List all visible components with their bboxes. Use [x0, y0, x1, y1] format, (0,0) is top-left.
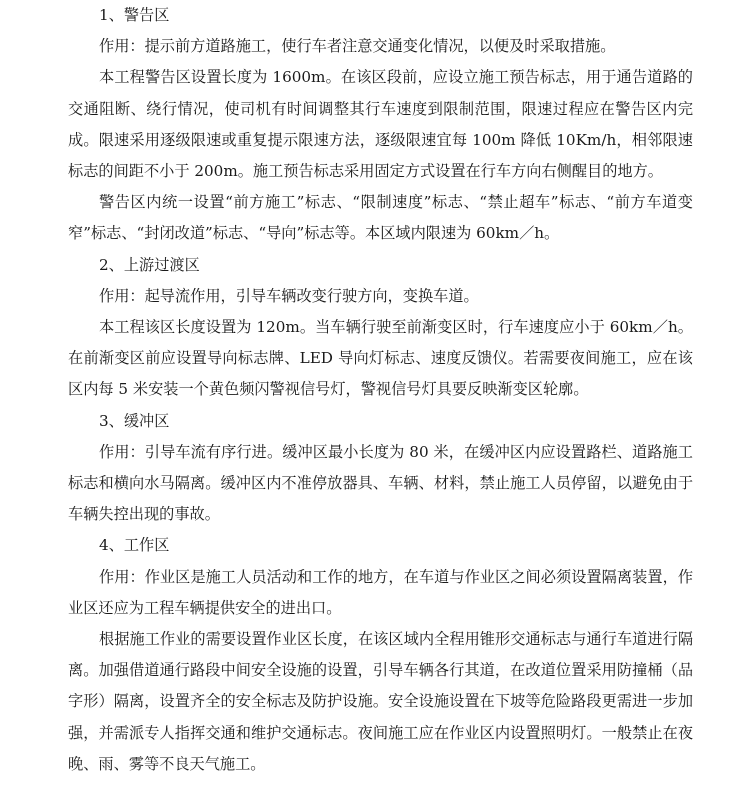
buffer-zone-purpose: 作用：引导车流有序行进。缓冲区最小长度为 80 米，在缓冲区内应设置路栏、道路施工标志和横向水马隔离。缓冲区内不准停放器具、车辆、材料，禁止施工人员停留，以避免由于车辆失控出现的事故。	[68, 442, 693, 524]
upstream-transition-purpose: 作用：起导流作用，引导车辆改变行驶方向，变换车道。	[99, 286, 479, 305]
section-heading-work-zone: 4、工作区	[99, 536, 170, 555]
warning-zone-signs-paragraph: 警告区内统一设置“前方施工”标志、“限制速度”标志、“禁止超车”标志、“前方车道变窄”标志、“封闭改道”标志、“导向”标志等。本区域内限速为 60km／h。	[68, 193, 693, 243]
work-zone-details: 根据施工作业的需要设置作业区长度，在该区域内全程用锥形交通标志与通行车道进行隔离。加强借道通行路段中间安全设施的设置，引导车辆各行其道，在改道位置采用防撞桶（品字形）隔离，设置齐全的安全标志及防护设施。安全设施设置在下坡等危险路段更需进一步加强，并需派专人指挥交通和维护交通标志。夜间施工应在作业区内设置照明灯。一般禁止在夜晚、雨、雾等不良天气施工。	[68, 630, 693, 773]
upstream-transition-details: 本工程该区长度设置为 120m。当车辆行驶至前渐变区时，行车速度应小于 60km／h。在前渐变区前应设置导向标志牌、LED 导向灯标志、速度反馈仪。若需要夜间施工，应在该区内每 5 米安装一个黄色频闪警视信号灯，警视信号灯具要反映渐变区轮廓。	[68, 318, 693, 399]
section-heading-upstream-transition: 2、上游过渡区	[99, 255, 200, 274]
work-zone-purpose: 作用：作业区是施工人员活动和工作的地方，在车道与作业区之间必须设置隔离装置，作业区还应为工程车辆提供安全的进出口。	[68, 567, 693, 617]
warning-zone-length-paragraph: 本工程警告区设置长度为 1600m。在该区段前，应设立施工预告标志，用于通告道路的交通阻断、绕行情况，使司机有时间调整其行车速度到限制范围，限速过程应在警告区内完成。限速采用逐级限速或重复提示限速方法，逐级限速宜每 100m 降低 10Km/h，相邻限速标志的间距不小于 200m。施工预告标志采用固定方式设置在行车方向右侧醒目的地方。	[68, 68, 693, 181]
warning-zone-purpose: 作用：提示前方道路施工，使行车者注意交通变化情况，以便及时采取措施。	[99, 37, 616, 56]
section-heading-warning-zone: 1、警告区	[99, 6, 170, 24]
section-heading-buffer-zone: 3、缓冲区	[99, 411, 170, 430]
